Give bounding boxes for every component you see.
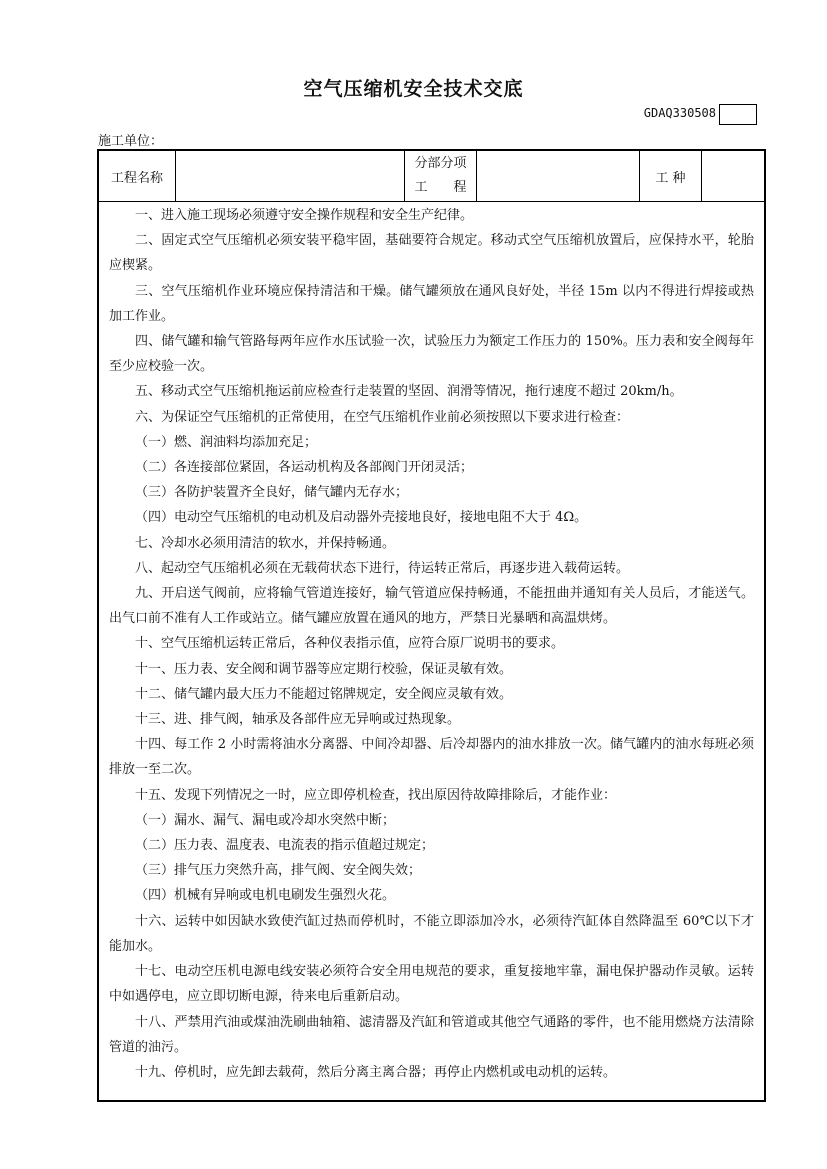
content-paragraph: 三、空气压缩机作业环境应保持清洁和干燥。储气罐须放在通风良好处，半径 15m 以内不得进行焊接或热加工作业。 xyxy=(109,283,754,324)
content-paragraph: 十九、停机时，应先卸去载荷，然后分离主离合器；再停止内燃机或电动机的运转。 xyxy=(135,1064,617,1080)
content-paragraph: 十二、储气罐内最大压力不能超过铭牌规定，安全阀应灵敏有效。 xyxy=(135,686,513,702)
content-paragraph: 十一、压力表、安全阀和调节器等应定期行校验，保证灵敏有效。 xyxy=(135,661,513,677)
content-paragraph: 十四、每工作 2 小时需将油水分离器、中间冷却器、后冷却器内的油水排放一次。储气罐内的油水每班必须排放一至二次。 xyxy=(109,737,754,778)
content-paragraph: 十六、运转中如因缺水致使汽缸过热而停机时，不能立即添加冷水，必须待汽缸体自然降温至 60℃以下才能加水。 xyxy=(109,913,754,954)
disclosure-table xyxy=(97,149,766,1102)
content-paragraph: （二）各连接部位紧固，各运动机构及各部阀门开闭灵活； xyxy=(135,460,474,476)
content-paragraph: 十五、发现下列情况之一时，应立即停机检查，找出原因待故障排除后，才能作业： xyxy=(135,787,617,803)
content-paragraph: 八、起动空气压缩机必须在无载荷状态下进行，待运转正常后，再逐步进入载荷运转。 xyxy=(135,560,630,576)
content-paragraph: （四）机械有异响或电机电刷发生强烈火花。 xyxy=(135,888,396,904)
content-paragraph: 七、冷却水必须用清洁的软水，并保持畅通。 xyxy=(135,535,396,551)
project-name-value xyxy=(176,151,405,201)
code-suffix-box xyxy=(719,104,757,125)
header-row xyxy=(99,151,764,202)
document-title: 空气压缩机安全技术交底 xyxy=(303,78,524,100)
content-paragraph: （二）压力表、温度表、电流表的指示值超过规定； xyxy=(135,838,435,854)
sub-project-value xyxy=(477,151,640,201)
work-type-label: 工 种 xyxy=(640,151,702,201)
content-paragraph: 十八、严禁用汽油或煤油洗刷曲轴箱、滤清器及汽缸和管道或其他空气通路的零件，也不能用燃烧方法清除管道的油污。 xyxy=(109,1014,754,1055)
document-code: GDAQ330508 xyxy=(643,106,716,120)
content-paragraph: （一）漏水、漏气、漏电或冷却水突然中断； xyxy=(135,812,396,828)
disclosure-content xyxy=(99,203,764,1085)
content-paragraph: 一、进入施工现场必须遵守安全操作规程和安全生产纪律。 xyxy=(135,208,474,223)
work-type-value xyxy=(702,151,766,201)
content-paragraph: 四、储气罐和输气管路每两年应作水压试验一次，试验压力为额定工作压力的 150%。压力表和安全阀每年至少应校验一次。 xyxy=(109,334,754,375)
content-paragraph: 二、固定式空气压缩机必须安装平稳牢固，基础要符合规定。移动式空气压缩机放置后，应保持水平，轮胎应楔紧。 xyxy=(109,233,754,274)
content-paragraph: 十、空气压缩机运转正常后，各种仪表指示值，应符合原厂说明书的要求。 xyxy=(135,636,565,652)
construction-unit-label: 施工单位： xyxy=(98,134,164,149)
sub-project-label xyxy=(405,151,477,201)
content-paragraph: 十三、进、排气阀，轴承及各部件应无异响或过热现象。 xyxy=(135,712,461,728)
content-paragraph: 十七、电动空压机电源电线安装必须符合安全用电规范的要求，重复接地牢靠，漏电保护器动作灵敏。运转中如遇停电，应立即切断电源，待来电后重新启动。 xyxy=(109,964,754,1005)
sub-project-label-line1: 分部分项 xyxy=(414,156,467,171)
project-name-label: 工程名称 xyxy=(99,151,176,201)
content-paragraph: （一）燃、润油料均添加充足； xyxy=(135,434,318,450)
content-paragraph: （三）各防护装置齐全良好，储气罐内无存水； xyxy=(135,485,409,501)
content-paragraph: 九、开启送气阀前，应将输气管道连接好，输气管道应保持畅通，不能扭曲并通知有关人员后，才能送气。出气口前不准有人工作或站立。储气罐应放置在通风的地方，严禁日光暴晒和高温烘烤。 xyxy=(109,586,754,627)
content-paragraph: 五、移动式空气压缩机拖运前应检查行走装置的坚固、润滑等情况，拖行速度不超过 20km/h。 xyxy=(135,384,683,400)
content-paragraph: （三）排气压力突然升高，排气阀、安全阀失效； xyxy=(135,863,422,879)
content-paragraph: 六、为保证空气压缩机的正常使用，在空气压缩机作业前必须按照以下要求进行检查： xyxy=(135,409,630,425)
content-paragraph: （四）电动空气压缩机的电动机及启动器外壳接地良好，接地电阻不大于 4Ω。 xyxy=(135,510,588,526)
sub-project-label-line2: 工 程 xyxy=(414,180,467,195)
